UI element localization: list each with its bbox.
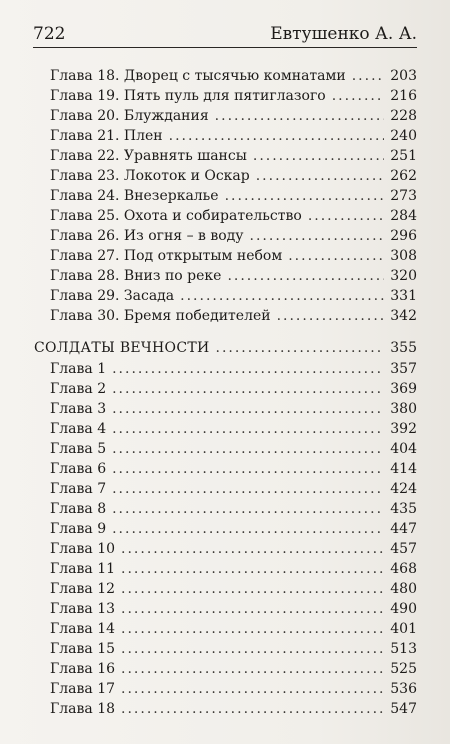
toc-entry-page: 414 (390, 461, 417, 477)
section-heading (34, 338, 417, 358)
toc-leader-dots (215, 106, 385, 126)
toc-entry (50, 206, 417, 226)
toc-entry-page: 320 (390, 268, 417, 284)
toc-entry (50, 266, 417, 286)
toc-entry-title: Глава 11 (50, 561, 116, 577)
toc-entry (50, 619, 417, 639)
header-rule (33, 47, 417, 48)
toc-leader-dots (121, 619, 384, 639)
toc-leader-dots (121, 639, 384, 659)
toc-entry-page: 228 (390, 108, 417, 124)
toc-entry-title: Глава 28. Вниз по реке (50, 268, 222, 284)
toc-entry (50, 146, 417, 166)
toc-entry-title: Глава 7 (50, 481, 107, 497)
toc-entry (50, 379, 417, 399)
toc-leader-dots (250, 226, 385, 246)
toc-leader-dots (121, 599, 384, 619)
toc-entry-page: 468 (390, 561, 417, 577)
toc-entry-title: Глава 22. Уравнять шансы (50, 148, 247, 164)
toc-entry (50, 66, 417, 86)
toc-leader-dots (169, 126, 385, 146)
toc-entry-title: Глава 6 (50, 461, 107, 477)
toc-entry-title: Глава 18. Дворец с тысячью комнатами (50, 68, 346, 84)
toc-entry-title: Глава 24. Внезеркалье (50, 188, 219, 204)
section-title: СОЛДАТЫ ВЕЧНОСТИ (34, 340, 210, 356)
toc-entry-page: 536 (390, 681, 417, 697)
toc-entry-page: 392 (390, 421, 417, 437)
toc-entry (50, 559, 417, 579)
toc-entry-title: Глава 17 (50, 681, 116, 697)
toc-leader-dots (121, 679, 384, 699)
toc-entry-page: 357 (390, 361, 417, 377)
toc-entry (50, 679, 417, 699)
toc-entry-title: Глава 27. Под открытым небом (50, 248, 283, 264)
toc-entry-page: 480 (390, 581, 417, 597)
toc-leader-dots (112, 399, 384, 419)
toc-entry-page: 369 (390, 381, 417, 397)
toc-leader-dots (121, 699, 384, 719)
toc-entry (50, 419, 417, 439)
toc-entry-title: Глава 30. Бремя победителей (50, 308, 271, 324)
toc-entry-title: Глава 18 (50, 701, 116, 717)
toc-entry-title: Глава 19. Пять пуль для пятиглазого (50, 88, 326, 104)
toc-leader-dots (121, 539, 384, 559)
toc-entry (50, 599, 417, 619)
toc-leader-dots (253, 146, 384, 166)
toc-entry-title: Глава 15 (50, 641, 116, 657)
toc-entry-page: 435 (390, 501, 417, 517)
toc-entry-page: 547 (390, 701, 417, 717)
toc-entry (50, 519, 417, 539)
toc-leader-dots (277, 306, 385, 326)
toc-entry-page: 284 (390, 208, 417, 224)
toc-entry-page: 490 (390, 601, 417, 617)
toc-entry-page: 273 (390, 188, 417, 204)
toc-entry-page: 342 (390, 308, 417, 324)
toc-entry-page: 401 (390, 621, 417, 637)
toc-entry-page: 525 (390, 661, 417, 677)
toc-entry-title: Глава 20. Блуждания (50, 108, 209, 124)
toc-entry-title: Глава 2 (50, 381, 107, 397)
toc-entry-title: Глава 23. Локоток и Оскар (50, 168, 250, 184)
toc-leader-dots (112, 419, 384, 439)
toc-leader-dots (112, 359, 384, 379)
toc-leader-dots (180, 286, 384, 306)
section-page: 355 (390, 340, 417, 356)
toc-entry-page: 308 (390, 248, 417, 264)
toc-entry-page: 404 (390, 441, 417, 457)
toc-entry-page: 251 (390, 148, 417, 164)
toc-leader-dots (112, 379, 384, 399)
toc-entry-page: 380 (390, 401, 417, 417)
toc-entry (50, 106, 417, 126)
toc-leader-dots (308, 206, 384, 226)
toc-entry (50, 286, 417, 306)
toc-entry-page: 262 (390, 168, 417, 184)
toc-leader-dots (227, 266, 384, 286)
toc-entry-title: Глава 21. Плен (50, 128, 163, 144)
toc-leader-dots (121, 559, 384, 579)
toc-entry-page: 457 (390, 541, 417, 557)
toc-entry (50, 306, 417, 326)
toc-leader-dots (256, 166, 385, 186)
toc-entry (50, 479, 417, 499)
author-name: Евтушенко А. А. (270, 24, 417, 44)
toc-entry (50, 459, 417, 479)
toc-entry-page: 513 (390, 641, 417, 657)
toc-entry-title: Глава 13 (50, 601, 116, 617)
toc-entry-title: Глава 25. Охота и собирательство (50, 208, 302, 224)
toc-entry-title: Глава 12 (50, 581, 116, 597)
toc-entry (50, 126, 417, 146)
toc-entry (50, 226, 417, 246)
toc-leader-dots (216, 338, 385, 358)
toc-entry-title: Глава 29. Засада (50, 288, 175, 304)
page-number: 722 (33, 24, 66, 44)
toc-entry-page: 203 (390, 68, 417, 84)
toc-leader-dots (288, 246, 384, 266)
toc-entry (50, 439, 417, 459)
toc-entry (50, 659, 417, 679)
toc-entry-title: Глава 4 (50, 421, 107, 437)
toc-entry (50, 166, 417, 186)
toc-entry-page: 216 (390, 88, 417, 104)
toc-entry-title: Глава 16 (50, 661, 116, 677)
toc-entry (50, 246, 417, 266)
toc-entry-page: 424 (390, 481, 417, 497)
running-header (33, 16, 417, 44)
toc-entry-title: Глава 9 (50, 521, 107, 537)
toc-leader-dots (112, 499, 384, 519)
toc-entry (50, 639, 417, 659)
toc-leader-dots (112, 519, 384, 539)
toc-entry (50, 86, 417, 106)
toc-entry-page: 447 (390, 521, 417, 537)
toc-entry-title: Глава 8 (50, 501, 107, 517)
toc-leader-dots (121, 659, 384, 679)
toc-entry (50, 579, 417, 599)
toc-entry (50, 539, 417, 559)
toc-leader-dots (352, 66, 385, 86)
toc-entry (50, 186, 417, 206)
toc-leader-dots (112, 459, 384, 479)
toc-leader-dots (112, 479, 384, 499)
toc-entry (50, 359, 417, 379)
toc-leader-dots (121, 579, 384, 599)
toc-entry (50, 499, 417, 519)
toc-entry-title: Глава 1 (50, 361, 107, 377)
toc-leader-dots (112, 439, 384, 459)
toc-entry (50, 699, 417, 719)
toc-entry (50, 399, 417, 419)
toc-entry-title: Глава 10 (50, 541, 116, 557)
toc-entry-title: Глава 26. Из огня – в воду (50, 228, 244, 244)
toc-entry-page: 240 (390, 128, 417, 144)
toc-leader-dots (332, 86, 385, 106)
toc-entry-title: Глава 14 (50, 621, 116, 637)
toc-entry-page: 331 (390, 288, 417, 304)
toc-entry-page: 296 (390, 228, 417, 244)
toc-entry-title: Глава 3 (50, 401, 107, 417)
toc-entry-title: Глава 5 (50, 441, 107, 457)
toc-leader-dots (225, 186, 385, 206)
